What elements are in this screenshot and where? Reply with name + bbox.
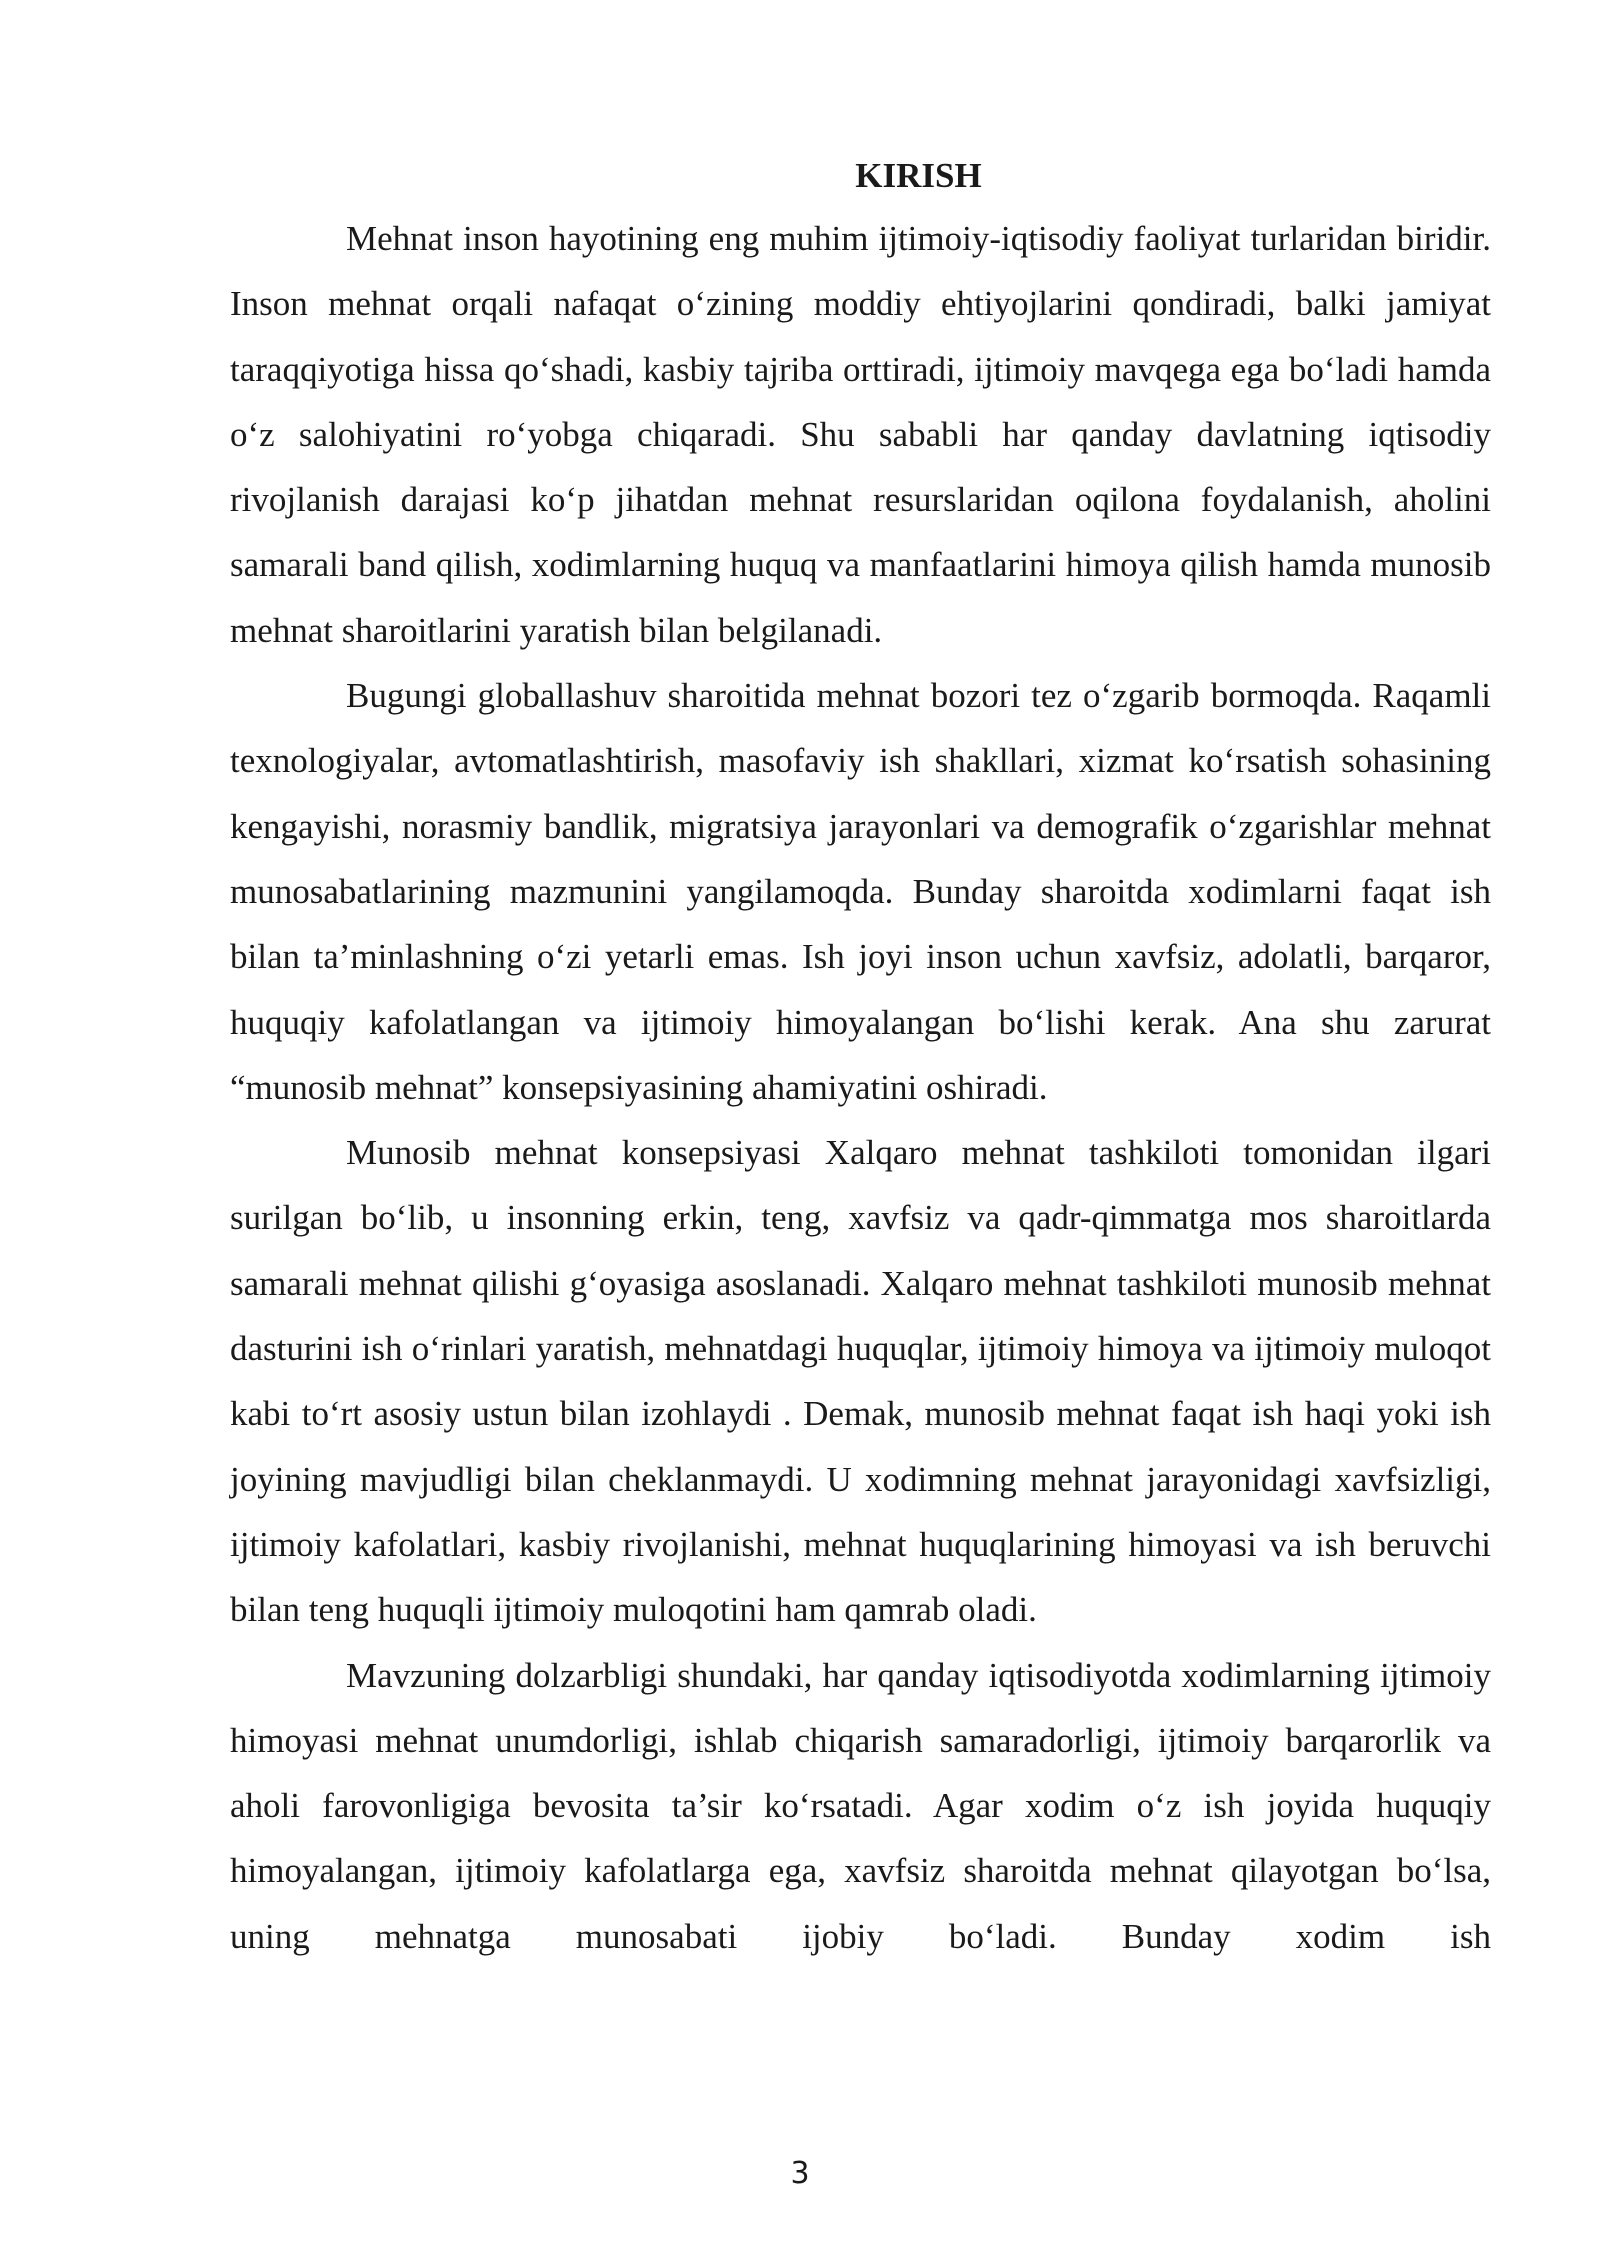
paragraph: Mavzuning dolzarbligi shundaki, har qanday iqtisodiyotda xodimlarning ijtimoiy himoyasi mehnat unumdorligi, ishlab chiqarish samaradorligi, ijtimoiy barqarorlik va aholi farovonligiga bevosita ta’sir ko‘rsatadi. Agar xodim o‘z ish joyida huquqiy himoyalangan, ijtimoiy kafolatlarga ega, xavfsiz sharoitda mehnat qilayotgan bo‘lsa, uning mehnatga munosabati ijobiy bo‘ladi. Bunday xodim ish [230,1655,1491,1956]
paragraph: Munosib mehnat konsepsiyasi Xalqaro mehnat tashkiloti tomonidan ilgari surilgan bo‘lib, u insonning erkin, teng, xavfsiz va qadr-qimmatga mos sharoitlarda samarali mehnat qilishi g‘oyasiga asoslanadi. Xalqaro mehnat tashkiloti munosib mehnat dasturini ish o‘rinlari yaratish, mehnatdagi huquqlar, ijtimoiy himoya va ijtimoiy muloqot kabi to‘rt asosiy ustun bilan izohlaydi . Demak, munosib mehnat faqat ish haqi yoki ish joyining mavjudligi bilan cheklanmaydi. U xodimning mehnat jarayonidagi xavfsizligi, ijtimoiy kafolatlari, kasbiy rivojlanishi, mehnat huquqlarining himoyasi va ish beruvchi bilan teng huquqli ijtimoiy muloqotini ham qamrab oladi. [230,1133,1491,1630]
page-number: 3 [790,2156,810,2191]
paragraph: Bugungi globallashuv sharoitida mehnat bozori tez o‘zgarib bormoqda. Raqamli texnologiyalar, avtomatlashtirish, masofaviy ish shakllari, xizmat ko‘rsatish sohasining kengayishi, norasmiy bandlik, migratsiya jarayonlari va demografik o‘zgarishlar mehnat munosabatlarining mazmunini yangilamoqda. Bunday sharoitda xodimlarni faqat ish bilan ta’minlashning o‘zi yetarli emas. Ish joyi inson uchun xavfsiz, adolatli, barqaror, huquqiy kafolatlangan va ijtimoiy himoyalangan bo‘lishi kerak. Ana shu zarurat “munosib mehnat” konsepsiyasining ahamiyatini oshiradi. [230,676,1491,1107]
page-content [230,146,1491,1969]
paragraph: Mehnat inson hayotining eng muhim ijtimoiy-iqtisodiy faoliyat turlaridan biridir. Inson mehnat orqali nafaqat o‘zining moddiy ehtiyojlarini qondiradi, balki jamiyat taraqqiyotiga hissa qo‘shadi, kasbiy tajriba orttiradi, ijtimoiy mavqega ega bo‘ladi hamda o‘z salohiyatini ro‘yobga chiqaradi. Shu sababli har qanday davlatning iqtisodiy rivojlanish darajasi ko‘p jihatdan mehnat resurslaridan oqilona foydalanish, aholini samarali band qilish, xodimlarning huquq va manfaatlarini himoya qilish hamda munosib mehnat sharoitlarini yaratish bilan belgilanadi. [230,219,1491,650]
section-heading: KIRISH [855,156,982,195]
